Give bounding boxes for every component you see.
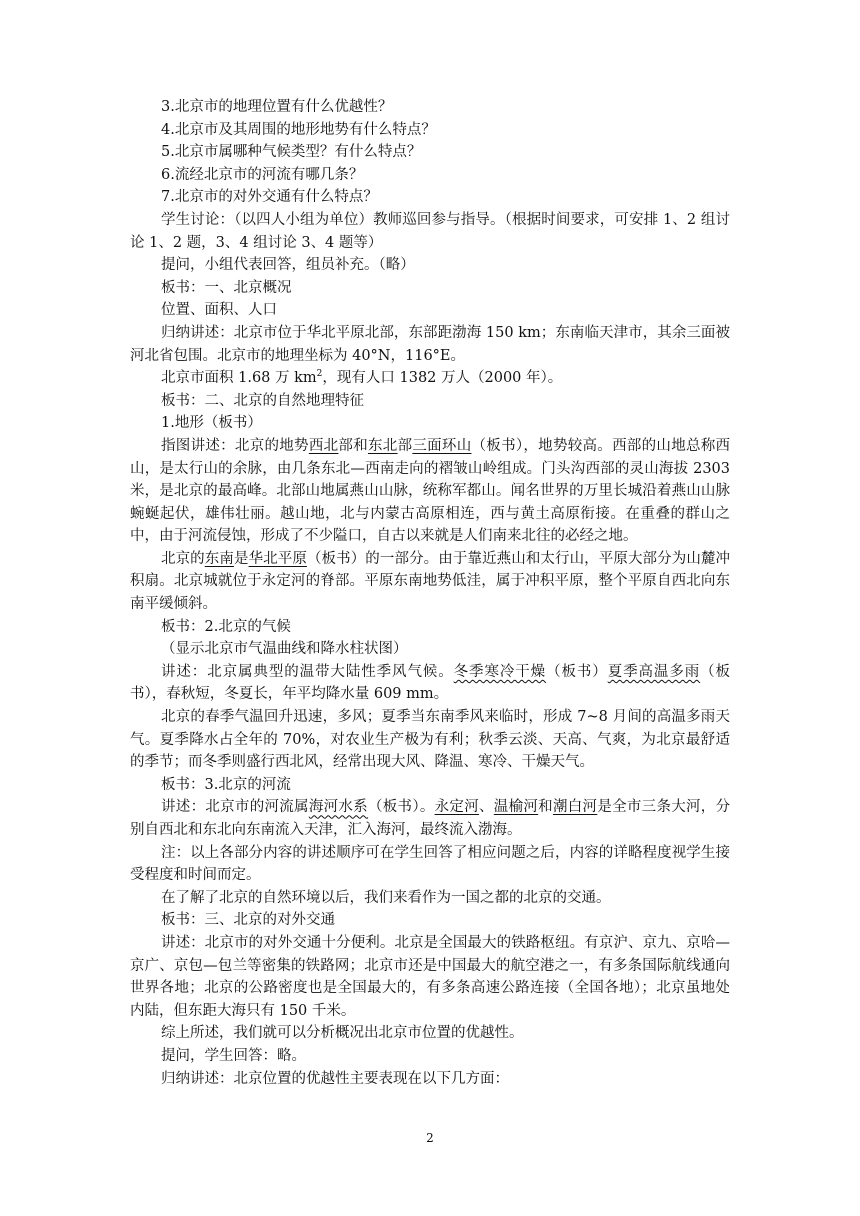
plain-text: （板书）的一部分。由于靠近燕山和太行山，平原大部分为山麓冲积扇。北京城就位于永定河的脊部。平原东南地势低洼，属于冲积平原，整个平原自西北向东南平缓倾斜。: [130, 550, 731, 613]
terrain-text: （板书），地势较高。西部的山地总称西山，是太行山的余脉，由几条东北—西南走向的褶皱山岭组成。门头沟西部的灵山海拔 2303 米，是北京的最高峰。北部山地属燕山山脉，统称军都山。闻名世界的万里长城沿着燕山山脉蜿蜒起伏，雄伟壮丽。越山地，北与内蒙古高原相连，西与黄土高原衔接。在重叠的群山之中，由于河流侵蚀，形成了不少隘口，自古以来就是人们南来北往的必经之地。: [130, 437, 731, 545]
underlined-southeast: 东南: [204, 550, 234, 567]
transition-paragraph: 在了解了北京的自然环境以后，我们来看作为一国之都的北京的交通。: [161, 889, 611, 906]
question-6: 6.流经北京市的河流有哪几条？: [161, 166, 364, 183]
climate-text: 讲述：北京属典型的温带大陆性季风气候。: [161, 663, 454, 680]
answer-paragraph-1: 提问，小组代表回答，组员补充。（略）: [161, 257, 415, 274]
underlined-three-sides-mountains: 三面环山: [412, 437, 472, 454]
climate-paragraph: [130, 661, 730, 706]
area-text-after: ，现有人口 1382 万人（2000 年）。: [322, 370, 563, 387]
question-4: 4.北京市及其周围的地形地势有什么特点？: [161, 121, 436, 138]
terrain-heading: 1.地形（板书）: [161, 415, 262, 432]
discussion-paragraph: 学生讨论：（以四人小组为单位）教师巡回参与指导。（根据时间要求，可安排 1、2 组讨论 1、2 题，3、4 组讨论 3、4 题等）: [130, 211, 730, 251]
answer-paragraph-2: 提问，学生回答：略。: [161, 1047, 306, 1064]
rivers-paragraph: [130, 796, 730, 841]
rivers-text: 、: [479, 799, 494, 816]
terrain-paragraph: [130, 435, 730, 548]
terrain-text: 部: [397, 437, 413, 454]
conclusion-paragraph: 综上所述，我们就可以分析概况出北京市位置的优越性。: [161, 1025, 524, 1042]
rivers-text: 和: [538, 799, 553, 816]
page-number: 2: [426, 1131, 434, 1145]
note-paragraph: 注：以上各部分内容的讲述顺序可在学生回答了相应问题之后，内容的详略程度视学生接受程度和时间而定。: [130, 844, 730, 884]
plain-paragraph: [130, 548, 730, 616]
underlined-yongding-river: 永定河: [434, 799, 479, 816]
rivers-text: 是全市三条大河，分别自西北和东北向东南流入天津，汇入海河，最终流入渤海。: [130, 799, 731, 838]
board-heading-4: 板书：3.北京的河流: [161, 776, 291, 793]
seasons-paragraph: 北京的春季气温回升迅速，多风；夏季当东南季风来临时，形成 7~8 月间的高温多雨天气。夏季降水占全年的 70%，对农业生产极为有利；秋季云淡、天高、气爽，为北京最舒适的季节；而冬季则盛行西北风，经常出现大风、降温、寒冷、干燥天气。: [130, 709, 730, 771]
plain-text: 北京的: [161, 550, 205, 567]
wavy-haihe-system: 海河水系: [308, 799, 368, 816]
plain-text: 是: [233, 550, 249, 567]
underlined-chaobai-river: 潮白河: [552, 799, 598, 816]
board-heading-5: 板书：三、北京的对外交通: [161, 912, 335, 929]
summary-paragraph-2: 归纳讲述：北京位置的优越性主要表现在以下几方面：: [161, 1070, 509, 1087]
transport-paragraph: 讲述：北京市的对外交通十分便利。北京是全国最大的铁路枢纽。有京沪、京九、京哈—京广、京包—包兰等密集的铁路网；北京市还是中国最大的航空港之一，有多条国际航线通向世界各地；北京的公路密度也是全国最大的，有多条高速公路连接（全国各地）；北京虽地处内陆，但东距大海只有 150 千米。: [130, 934, 730, 1019]
question-5: 5.北京市属哪种气候类型？有什么特点？: [161, 144, 422, 161]
climate-text: （板书），春秋短，冬夏长，年平均降水量 609 mm。: [130, 663, 731, 703]
terrain-text: 部和: [338, 437, 368, 454]
question-7: 7.北京市的对外交通有什么特点？: [161, 189, 378, 206]
climate-text: （板书）: [546, 663, 608, 680]
area-paragraph: [130, 367, 730, 390]
wavy-summer-hot-rainy: 夏季高温多雨: [607, 663, 701, 680]
wavy-winter-cold-dry: 冬季寒冷干燥: [453, 663, 547, 680]
underlined-northeast: 东北: [367, 437, 398, 454]
area-text-before: 北京市面积 1.68 万 km: [161, 370, 317, 387]
board-heading-1: 板书：一、北京概况: [161, 279, 292, 296]
page-content: [130, 96, 730, 1090]
rivers-text: 讲述：北京市的河流属: [161, 799, 309, 816]
underlined-north-china-plain: 华北平原: [248, 550, 307, 567]
rivers-text: （板书）。: [367, 799, 435, 816]
climate-display-note: （显示北京市气温曲线和降水柱状图）: [161, 641, 408, 658]
underlined-northwest: 西北: [308, 437, 339, 454]
subheading-location: 位置、面积、人口: [161, 302, 277, 319]
underlined-wenyu-river: 温榆河: [493, 799, 539, 816]
board-heading-2: 板书：二、北京的自然地理特征: [161, 392, 364, 409]
area-superscript: 2: [316, 369, 323, 380]
summary-paragraph-1: 归纳讲述：北京市位于华北平原北部，东部距渤海 150 km；东南临天津市，其余三面被河北省包围。北京市的地理坐标为 40°N，116°E。: [130, 324, 730, 364]
board-heading-3: 板书：2.北京的气候: [161, 618, 291, 635]
question-3: 3.北京市的地理位置有什么优越性？: [161, 99, 393, 115]
terrain-text: 指图讲述：北京的地势: [161, 437, 309, 454]
